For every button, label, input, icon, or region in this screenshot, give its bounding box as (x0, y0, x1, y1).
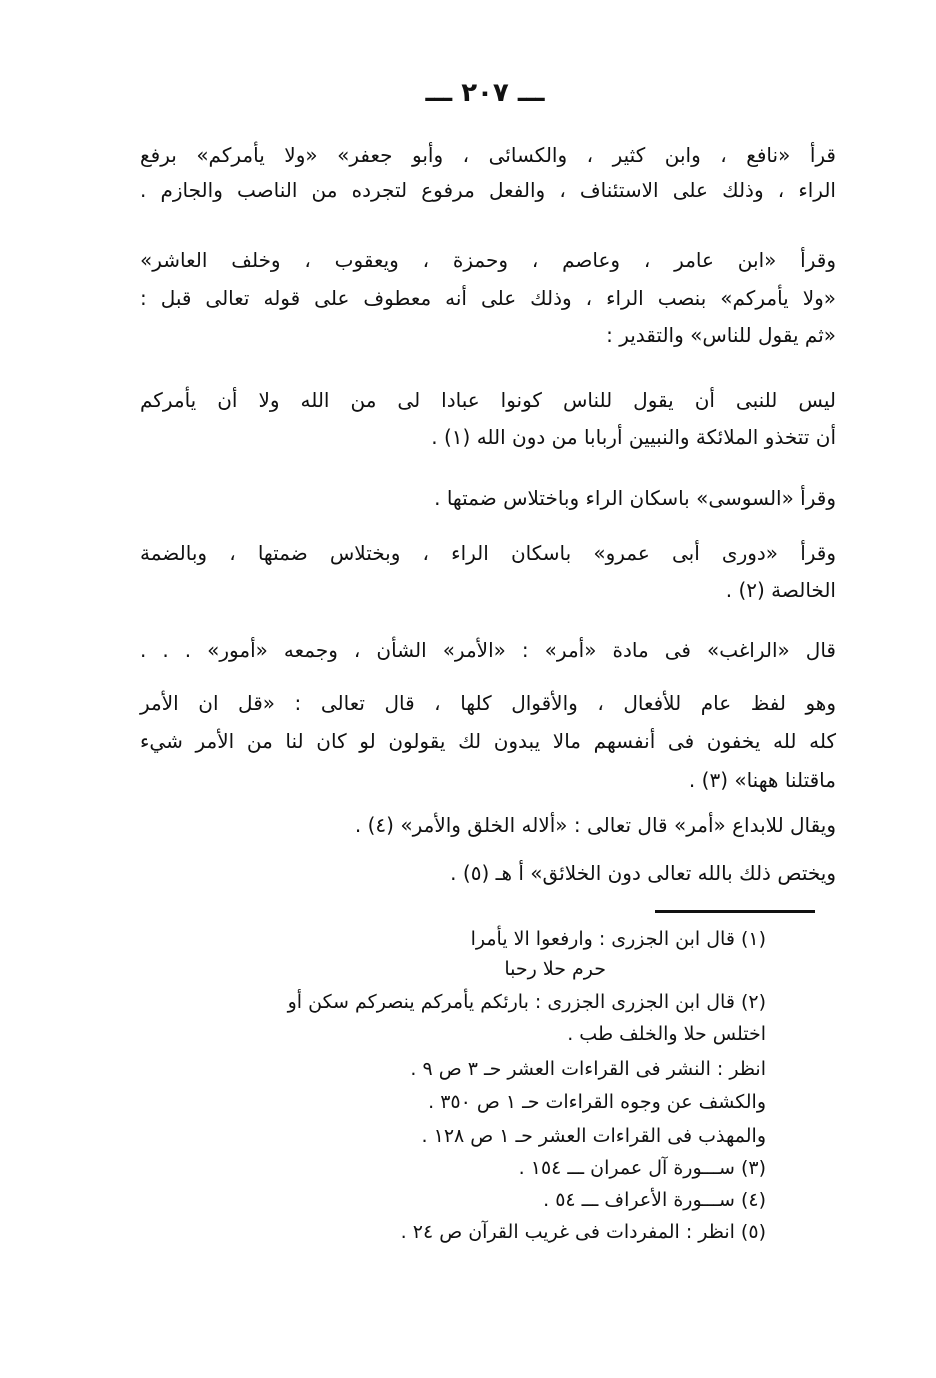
footnote-line: والكشف عن وجوه القراءات حـ ١ ص ٣٥٠ . (428, 1091, 766, 1113)
page-number: ـــ ٢٠٧ ـــ (425, 78, 545, 108)
body-line: ويقال للابداع «أمر» قال تعالى : «ألاله الخلق والأمر» (٤) . (354, 813, 836, 837)
body-line: الراء ، وذلك على الاستئناف ، والفعل مرفوع لتجرده من الناصب والجازم . (140, 178, 836, 202)
footnote-line: (١) قال ابن الجزرى : وارفعوا الا يأمرا (470, 928, 766, 950)
body-line: وقرأ «السوسى» باسكان الراء وباختلاس ضمتها . (434, 486, 836, 510)
body-line: ليس للنبى أن يقول للناس كونوا عبادا لى من الله ولا أن يأمركم (140, 388, 836, 412)
body-line: ويختص ذلك بالله تعالى دون الخلائق» أ هـ (٥) . (450, 861, 836, 885)
body-line: قرأ «نافع ، وابن كثير ، والكسائى ، وأبو جعفر» «ولا يأمركم» برفع (140, 143, 836, 167)
footnote-line: (٥) انظر : المفردات فى غريب القرآن ص ٢٤ . (400, 1221, 766, 1243)
footnote-line: (٤) ســـورة الأعراف ـــ ٥٤ . (543, 1189, 766, 1211)
body-line: قال «الراغب» فى مادة «أمر» : «الأمر» الشأن ، وجمعه «أمور» . . . (140, 638, 836, 662)
body-line: أن تتخذو الملائكة والنبيين أربابا من دون الله (١) . (431, 425, 836, 449)
footnote-line: والمهذب فى القراءات العشر حـ ١ ص ١٢٨ . (421, 1125, 766, 1147)
body-line: «ولا يأمركم» بنصب الراء ، وذلك على أنه معطوف على قوله تعالى قبل : (140, 286, 836, 310)
body-line: وقرأ «ابن عامر ، وعاصم ، وحمزة ، ويعقوب ، وخلف العاشر» (140, 248, 836, 272)
footnote-line: حرم حلا رحبا (504, 958, 606, 980)
body-line: الخالصة (٢) . (725, 578, 836, 602)
body-line: ماقتلنا ههنا» (٣) . (688, 768, 836, 792)
body-line: كله لله يخفون فى أنفسهم مالا يبدون لك يقولون لو كان لنا من الأمر شيء (140, 729, 836, 753)
footnote-separator (655, 910, 815, 913)
footnote-line: انظر : النشر فى القراءات العشر حـ ٣ ص ٩ . (410, 1058, 766, 1080)
body-line: وقرأ «دورى أبى عمرو» باسكان الراء ، وبختلاس ضمتها ، وبالضمة (140, 541, 836, 565)
body-line: وهو لفظ عام للأفعال ، والأقوال كلها ، قال تعالى : «قل ان الأمر (140, 691, 836, 715)
body-line: «ثم يقول للناس» والتقدير : (606, 323, 836, 347)
footnote-line: (٣) ســـورة آل عمران ـــ ١٥٤ . (518, 1157, 766, 1179)
footnote-line: اختلس حلا والخلف طب . (567, 1023, 766, 1045)
footnote-line: (٢) قال ابن الجزرى الجزرى : بارئكم يأمركم ينصركم سكن أو (287, 991, 766, 1013)
